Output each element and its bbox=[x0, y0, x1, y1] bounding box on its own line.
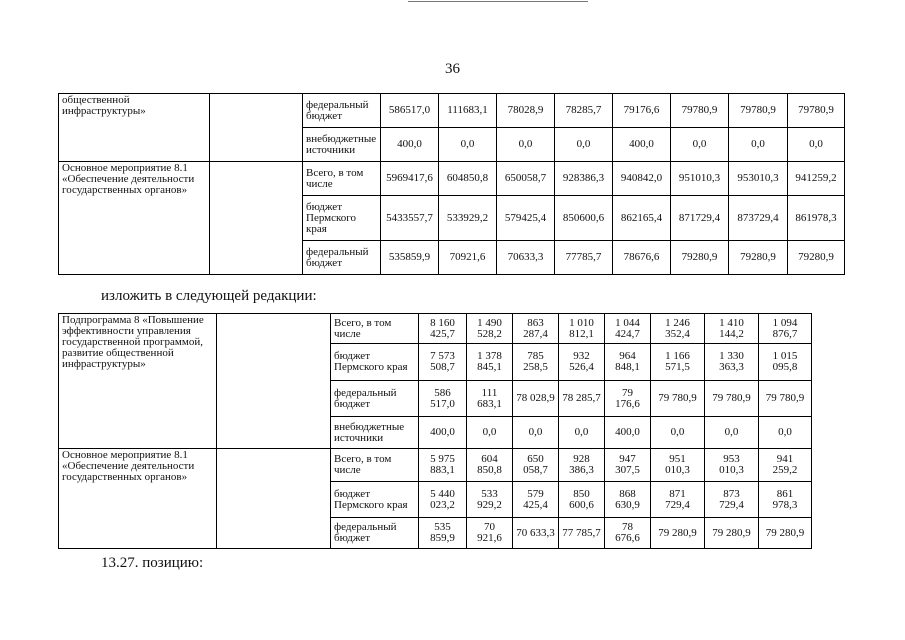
value-cell: 79280,9 bbox=[729, 241, 788, 275]
table-new bbox=[58, 313, 865, 549]
value-cell: 940842,0 bbox=[613, 162, 671, 196]
table-row bbox=[59, 449, 865, 482]
value-cell: 535 859,9 bbox=[419, 518, 467, 549]
value-cell: 947 307,5 bbox=[605, 449, 651, 482]
row-name: Основное мероприятие 8.1 «Обеспечение деятельности государственных органов» bbox=[59, 162, 210, 275]
value-cell: 1 044 424,7 bbox=[605, 314, 651, 344]
value-cell: 0,0 bbox=[439, 128, 497, 162]
value-cell: 79280,9 bbox=[671, 241, 729, 275]
value-cell: 861 978,3 bbox=[759, 482, 812, 518]
source-cell: внебюджетные источники bbox=[303, 128, 381, 162]
value-cell: 1 330 363,3 bbox=[705, 344, 759, 381]
value-cell: 953010,3 bbox=[729, 162, 788, 196]
value-cell: 871729,4 bbox=[671, 196, 729, 241]
value-cell: 1 094 876,7 bbox=[759, 314, 812, 344]
value-cell: 604850,8 bbox=[439, 162, 497, 196]
value-cell: 79 780,9 bbox=[705, 381, 759, 417]
value-cell: 868 630,9 bbox=[605, 482, 651, 518]
value-cell: 533929,2 bbox=[439, 196, 497, 241]
value-cell: 951010,3 bbox=[671, 162, 729, 196]
value-cell: 78 285,7 bbox=[559, 381, 605, 417]
value-cell: 70 921,6 bbox=[467, 518, 513, 549]
value-cell: 78 028,9 bbox=[513, 381, 559, 417]
empty-cell bbox=[217, 449, 331, 549]
value-cell: 0,0 bbox=[513, 417, 559, 449]
caption-position: 13.27. позицию: bbox=[101, 555, 204, 571]
value-cell: 79 780,9 bbox=[759, 381, 812, 417]
row-name: Основное мероприятие 8.1 «Обеспечение деятельности государственных органов» bbox=[59, 449, 217, 549]
value-cell: 533 929,2 bbox=[467, 482, 513, 518]
value-cell: 1 010 812,1 bbox=[559, 314, 605, 344]
value-cell: 941 259,2 bbox=[759, 449, 812, 482]
source-cell: федеральный бюджет bbox=[331, 381, 419, 417]
value-cell: 0,0 bbox=[497, 128, 555, 162]
value-cell: 953 010,3 bbox=[705, 449, 759, 482]
value-cell: 1 246 352,4 bbox=[651, 314, 705, 344]
empty-cell bbox=[210, 162, 303, 275]
value-cell: 535859,9 bbox=[381, 241, 439, 275]
source-cell: Всего, в том числе bbox=[303, 162, 381, 196]
value-cell: 604 850,8 bbox=[467, 449, 513, 482]
value-cell: 785 258,5 bbox=[513, 344, 559, 381]
source-cell: федеральный бюджет bbox=[303, 241, 381, 275]
value-cell: 79780,9 bbox=[788, 94, 845, 128]
value-cell: 1 410 144,2 bbox=[705, 314, 759, 344]
row-name: общественной инфраструктуры» bbox=[59, 94, 210, 162]
value-cell: 79780,9 bbox=[729, 94, 788, 128]
value-cell: 861978,3 bbox=[788, 196, 845, 241]
value-cell: 0,0 bbox=[671, 128, 729, 162]
value-cell: 79280,9 bbox=[788, 241, 845, 275]
value-cell: 850600,6 bbox=[555, 196, 613, 241]
value-cell: 79 176,6 bbox=[605, 381, 651, 417]
value-cell: 932 526,4 bbox=[559, 344, 605, 381]
value-cell: 78285,7 bbox=[555, 94, 613, 128]
value-cell: 941259,2 bbox=[788, 162, 845, 196]
value-cell: 586517,0 bbox=[381, 94, 439, 128]
value-cell: 70921,6 bbox=[439, 241, 497, 275]
value-cell: 928386,3 bbox=[555, 162, 613, 196]
page-number: 36 bbox=[445, 61, 460, 77]
value-cell: 400,0 bbox=[419, 417, 467, 449]
value-cell: 0,0 bbox=[705, 417, 759, 449]
source-cell: бюджет Пермского края bbox=[331, 482, 419, 518]
value-cell: 0,0 bbox=[788, 128, 845, 162]
value-cell: 79780,9 bbox=[671, 94, 729, 128]
table-row bbox=[59, 94, 845, 128]
value-cell: 579425,4 bbox=[497, 196, 555, 241]
value-cell: 873729,4 bbox=[729, 196, 788, 241]
value-cell: 7 573 508,7 bbox=[419, 344, 467, 381]
source-cell: бюджет Пермского края bbox=[303, 196, 381, 241]
value-cell: 650058,7 bbox=[497, 162, 555, 196]
table-row bbox=[59, 314, 865, 344]
value-cell: 111683,1 bbox=[439, 94, 497, 128]
value-cell: 1 015 095,8 bbox=[759, 344, 812, 381]
empty-cell bbox=[210, 94, 303, 162]
value-cell: 111 683,1 bbox=[467, 381, 513, 417]
row-name: Подпрограмма 8 «Повышение эффективности управления государственной программой, развитие общественной инфраструктуры» bbox=[59, 314, 217, 449]
value-cell: 400,0 bbox=[605, 417, 651, 449]
value-cell: 70 633,3 bbox=[513, 518, 559, 549]
value-cell: 0,0 bbox=[729, 128, 788, 162]
value-cell: 70633,3 bbox=[497, 241, 555, 275]
value-cell: 78 676,6 bbox=[605, 518, 651, 549]
value-cell: 5 440 023,2 bbox=[419, 482, 467, 518]
value-cell: 586 517,0 bbox=[419, 381, 467, 417]
value-cell: 77 785,7 bbox=[559, 518, 605, 549]
caption-edit: изложить в следующей редакции: bbox=[101, 288, 317, 304]
value-cell: 0,0 bbox=[651, 417, 705, 449]
value-cell: 8 160 425,7 bbox=[419, 314, 467, 344]
value-cell: 862165,4 bbox=[613, 196, 671, 241]
value-cell: 77785,7 bbox=[555, 241, 613, 275]
value-cell: 951 010,3 bbox=[651, 449, 705, 482]
value-cell: 79176,6 bbox=[613, 94, 671, 128]
value-cell: 79 280,9 bbox=[759, 518, 812, 549]
value-cell: 873 729,4 bbox=[705, 482, 759, 518]
value-cell: 400,0 bbox=[381, 128, 439, 162]
source-cell: бюджет Пермского края bbox=[331, 344, 419, 381]
empty-cell bbox=[217, 314, 331, 449]
value-cell: 5969417,6 bbox=[381, 162, 439, 196]
source-cell: Всего, в том числе bbox=[331, 449, 419, 482]
source-cell: федеральный бюджет bbox=[303, 94, 381, 128]
value-cell: 0,0 bbox=[559, 417, 605, 449]
value-cell: 0,0 bbox=[555, 128, 613, 162]
value-cell: 79 280,9 bbox=[651, 518, 705, 549]
value-cell: 79 780,9 bbox=[651, 381, 705, 417]
value-cell: 79 280,9 bbox=[705, 518, 759, 549]
source-cell: внебюджетные источники bbox=[331, 417, 419, 449]
value-cell: 78028,9 bbox=[497, 94, 555, 128]
value-cell: 5433557,7 bbox=[381, 196, 439, 241]
value-cell: 5 975 883,1 bbox=[419, 449, 467, 482]
value-cell: 1 378 845,1 bbox=[467, 344, 513, 381]
source-cell: федеральный бюджет bbox=[331, 518, 419, 549]
value-cell: 1 166 571,5 bbox=[651, 344, 705, 381]
value-cell: 650 058,7 bbox=[513, 449, 559, 482]
value-cell: 0,0 bbox=[759, 417, 812, 449]
value-cell: 928 386,3 bbox=[559, 449, 605, 482]
value-cell: 78676,6 bbox=[613, 241, 671, 275]
value-cell: 400,0 bbox=[613, 128, 671, 162]
value-cell: 1 490 528,2 bbox=[467, 314, 513, 344]
top-rule bbox=[408, 1, 588, 2]
table-old bbox=[58, 93, 845, 275]
table-row bbox=[59, 162, 845, 196]
source-cell: Всего, в том числе bbox=[331, 314, 419, 344]
value-cell: 579 425,4 bbox=[513, 482, 559, 518]
value-cell: 0,0 bbox=[467, 417, 513, 449]
value-cell: 863 287,4 bbox=[513, 314, 559, 344]
value-cell: 964 848,1 bbox=[605, 344, 651, 381]
value-cell: 871 729,4 bbox=[651, 482, 705, 518]
value-cell: 850 600,6 bbox=[559, 482, 605, 518]
